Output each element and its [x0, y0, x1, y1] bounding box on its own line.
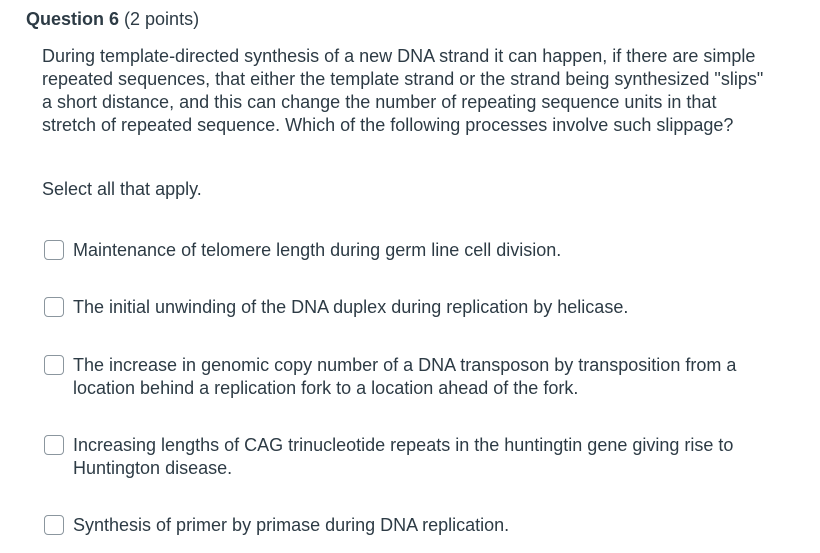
checkbox[interactable] [44, 297, 64, 317]
question-text: During template-directed synthesis of a new DNA strand it can happen, if there are simple repeated sequences, that either the template strand or the strand being synthesized "slips" a short distance, and this can change the number of repeating sequence units in that stretch of repeated sequence. Which of the following processes involve such slippage? [42, 46, 764, 135]
question-points: (2 points) [124, 9, 200, 29]
answer-option-label: Synthesis of primer by primase during DNA replication. [73, 515, 510, 535]
checkbox[interactable] [44, 515, 64, 535]
checkbox[interactable] [44, 355, 64, 375]
answer-option-3[interactable] [44, 354, 784, 400]
select-all-instruction: Select all that apply. [42, 179, 202, 199]
answer-option-label: The increase in genomic copy number of a DNA transposon by transposition from a location behind a replication fork to a location ahead of the fork. [73, 355, 737, 398]
answer-option-5[interactable] [44, 514, 784, 537]
question-header [26, 8, 199, 30]
answer-option-label: Maintenance of telomere length during germ line cell division. [73, 240, 562, 260]
answer-option-4[interactable] [44, 434, 784, 480]
checkbox[interactable] [44, 435, 64, 455]
checkbox[interactable] [44, 240, 64, 260]
answer-option-2[interactable] [44, 296, 784, 319]
answer-option-1[interactable] [44, 239, 784, 262]
answer-option-label: The initial unwinding of the DNA duplex during replication by helicase. [73, 297, 629, 317]
answer-option-label: Increasing lengths of CAG trinucleotide repeats in the huntingtin gene giving rise to Huntington disease. [73, 435, 734, 478]
question-title: Question 6 [26, 9, 120, 29]
